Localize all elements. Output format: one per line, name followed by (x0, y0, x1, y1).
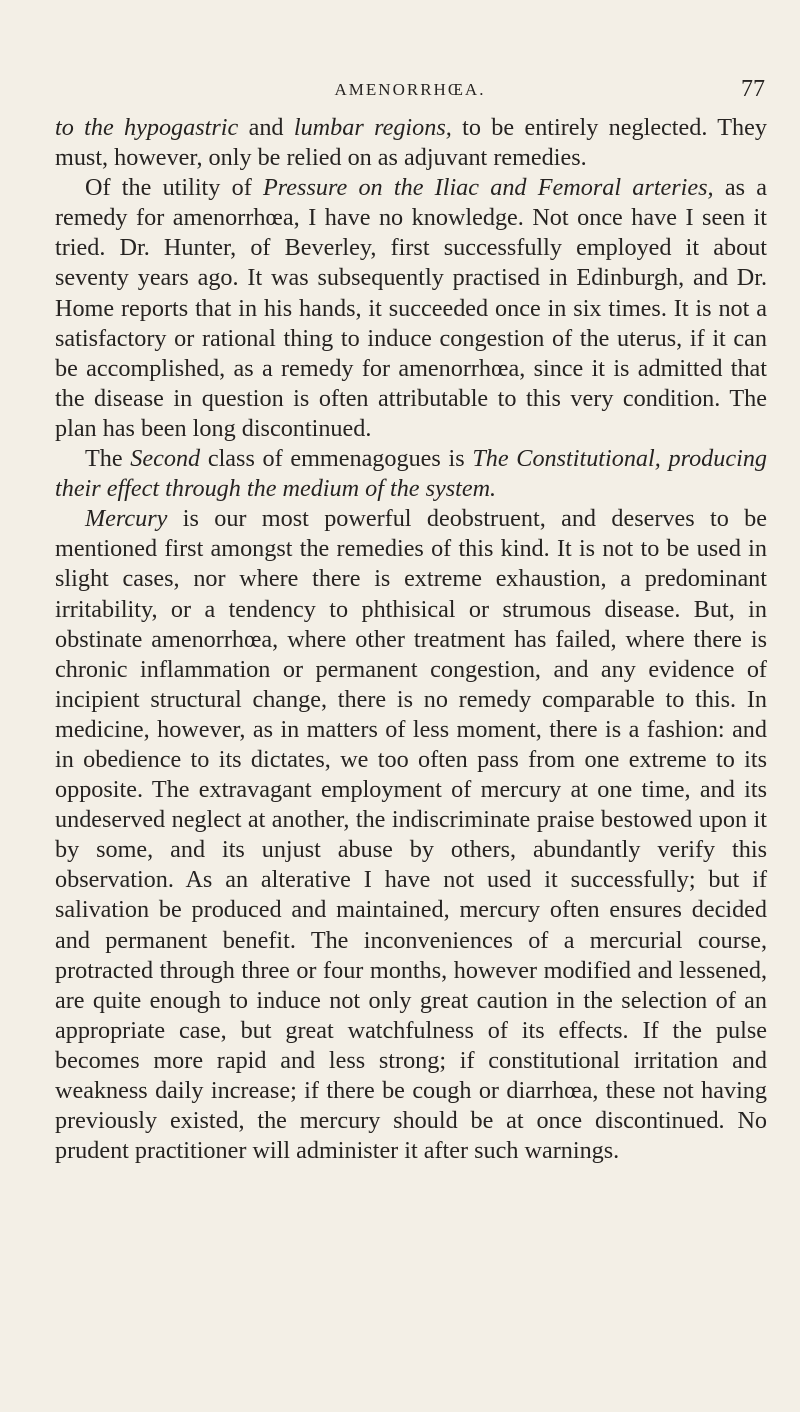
text-run: and (238, 114, 294, 141)
italic-text: The Constitutional, producing their effect through the medium of the system. (55, 445, 768, 503)
text-run: Of the utility of (85, 174, 263, 202)
italic-text: Second (130, 445, 201, 473)
paragraph (55, 444, 767, 504)
running-head: AMENORRHŒA. (334, 80, 486, 99)
italic-text: to the hypogastric (55, 114, 239, 141)
text-run: The (85, 445, 131, 473)
text-run: to be entirely neglected. They must, however, only be relied on as adjuvant remedies. (55, 114, 767, 172)
text-run: class of emmenagogues is (200, 445, 473, 473)
italic-text: lumbar regions, (293, 114, 452, 141)
page-header (55, 76, 765, 110)
paragraph (55, 504, 767, 1166)
text-run: as a remedy for amenorrhœa, I have no knowledge. Not once have I seen it tried. Dr. Hunter, of Beverley, first successfully employed it about seventy years ago. It was subsequently practised in Edinburgh, and Dr. Home reports that in his hands, it succeeded once in six times. It is not a satisfactory or rational thing to induce congestion of the uterus, if it can be accomplished, as a remedy for amenorrhœa, since it is admitted that the disease in question is often attributable to this very condition. The plan has been long discontinued. (55, 174, 767, 442)
paragraph (55, 113, 767, 173)
body-text (55, 113, 767, 1166)
italic-text: Pressure on the Iliac and Femoral arteries, (263, 174, 714, 202)
paragraph (55, 173, 767, 444)
text-run: is our most powerful deobstruent, and deserves to be mentioned first amongst the remedies of this kind. It is not to be used in slight cases, nor where there is extreme exhaustion, a predominant irritability, or a tendency to phthisical or strumous disease. But, in obstinate amenorrhœa, where other treatment has failed, where there is chronic inflammation or permanent congestion, and any evidence of incipient structural change, there is no remedy comparable to this. In medicine, however, as in matters of less moment, there is a fashion: and in obedience to its dictates, we too often pass from one extreme to its opposite. The extravagant employment of mercury at one time, and its undeserved neglect at another, the indiscriminate praise bestowed upon it by some, and its unjust abuse by others, abundantly verify this observation. As an alterative I have not used it successfully; but if salivation be produced and maintained, mercury often ensures decided and permanent benefit. The inconveniences of a mercurial course, protracted through three or four months, however modified and lessened, are quite enough to induce not only great caution in the selection of an appropriate case, but great watchfulness of its effects. If the pulse becomes more rapid and less strong; if constitutional irritation and weakness daily increase; if there be cough or diarrhœa, these not having previously existed, the mercury should be at once discontinued. No prudent practitioner will administer it after such warnings. (55, 505, 767, 1165)
italic-text: Mercury (85, 505, 168, 533)
page-number: 77 (741, 76, 765, 102)
